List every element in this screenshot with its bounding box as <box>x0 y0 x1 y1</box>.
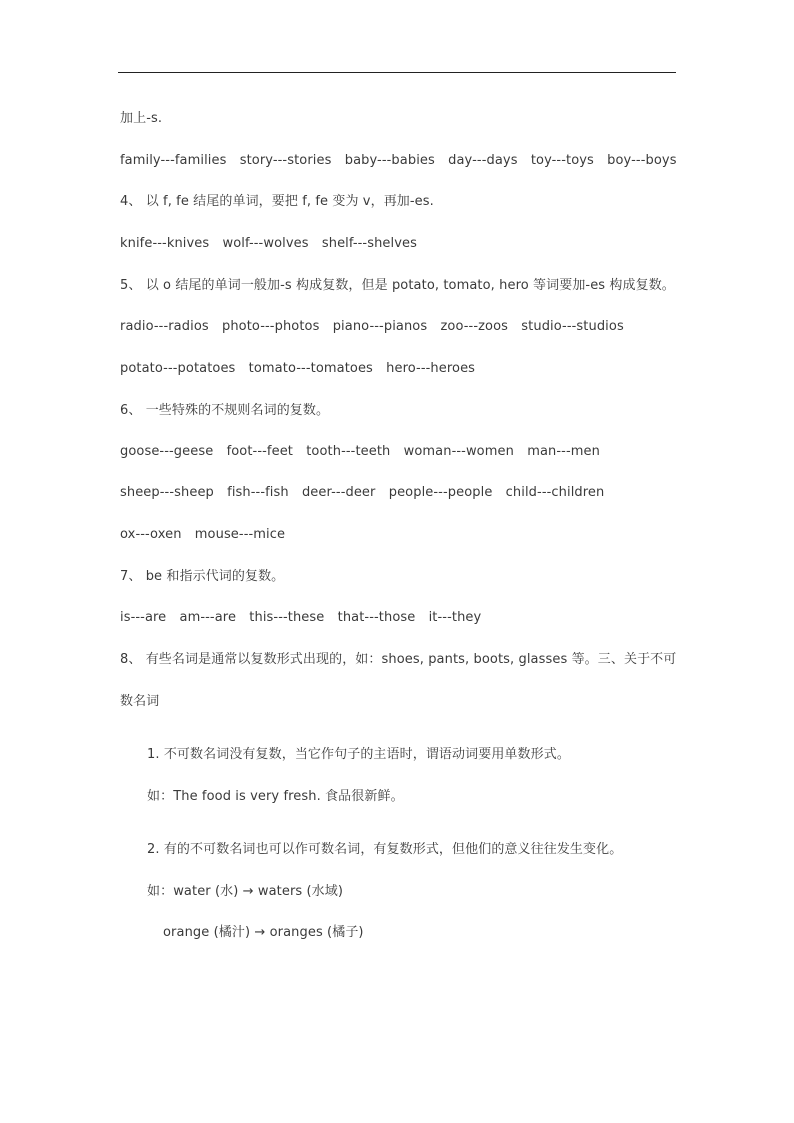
uncountable-example-1: 如：The food is very fresh. 食品很新鲜。 <box>147 789 404 804</box>
uncountable-example-3: orange (橘汁) → oranges (橘子) <box>163 925 364 940</box>
example-item: people---people <box>388 485 493 500</box>
irregular-examples-2 <box>120 484 604 502</box>
example-item: man---men <box>527 444 600 459</box>
example-item: is---are <box>120 610 167 625</box>
plural-examples-f <box>120 235 417 253</box>
example-item: studio---studios <box>521 319 624 334</box>
plural-examples-y <box>120 152 677 170</box>
text-line: 加上-s. <box>120 111 163 126</box>
example-item: piano---pianos <box>332 319 428 334</box>
example-item: zoo---zoos <box>440 319 509 334</box>
example-item: potato---potatoes <box>120 361 236 376</box>
example-item: tomato---tomatoes <box>248 361 373 376</box>
rule-6: 6、 一些特殊的不规则名词的复数。 <box>120 403 330 418</box>
uncountable-example-2: 如：water (水) → waters (水域) <box>147 884 344 899</box>
example-item: am---are <box>179 610 237 625</box>
example-item: foot---feet <box>226 444 293 459</box>
example-item: that---those <box>337 610 416 625</box>
irregular-examples-3 <box>120 526 285 544</box>
example-item: baby---babies <box>344 153 435 168</box>
example-item: tooth---teeth <box>306 444 391 459</box>
example-item: photo---photos <box>221 319 320 334</box>
be-examples <box>120 609 481 627</box>
example-item: child---children <box>505 485 605 500</box>
header-rule <box>118 72 676 73</box>
irregular-examples-1 <box>120 443 600 461</box>
section-continuation: 数名词 <box>120 694 160 709</box>
example-item: goose---geese <box>120 444 214 459</box>
uncountable-point-2: 2. 有的不可数名词也可以作可数名词，有复数形式，但他们的意义往往发生变化。 <box>147 842 623 857</box>
example-item: radio---radios <box>120 319 209 334</box>
example-item: it---they <box>428 610 482 625</box>
rule-5: 5、 以 o 结尾的单词一般加-s 构成复数，但是 potato, tomato, hero 等词要加-es 构成复数。 <box>120 278 675 293</box>
example-item: wolf---wolves <box>222 236 309 251</box>
plural-examples-o <box>120 318 624 336</box>
example-item: woman---women <box>403 444 514 459</box>
example-item: day---days <box>448 153 518 168</box>
example-item: deer---deer <box>301 485 376 500</box>
rule-8: 8、 有些名词是通常以复数形式出现的，如：shoes, pants, boots, glasses 等。三、关于不可 <box>120 652 677 667</box>
example-item: ox---oxen <box>120 527 182 542</box>
example-item: boy---boys <box>607 153 677 168</box>
example-item: sheep---sheep <box>120 485 214 500</box>
example-item: hero---heroes <box>386 361 476 376</box>
plural-examples-o-es <box>120 360 475 378</box>
example-item: this---these <box>249 610 325 625</box>
example-item: story---stories <box>239 153 332 168</box>
example-item: knife---knives <box>120 236 210 251</box>
example-item: toy---toys <box>530 153 594 168</box>
example-item: mouse---mice <box>194 527 286 542</box>
rule-7: 7、 be 和指示代词的复数。 <box>120 569 285 584</box>
uncountable-point-1: 1. 不可数名词没有复数，当它作句子的主语时，谓语动词要用单数形式。 <box>147 747 570 762</box>
rule-4: 4、 以 f, fe 结尾的单词，要把 f, fe 变为 v，再加-es. <box>120 194 434 209</box>
example-item: family---families <box>120 153 227 168</box>
example-item: fish---fish <box>227 485 289 500</box>
example-item: shelf---shelves <box>321 236 418 251</box>
